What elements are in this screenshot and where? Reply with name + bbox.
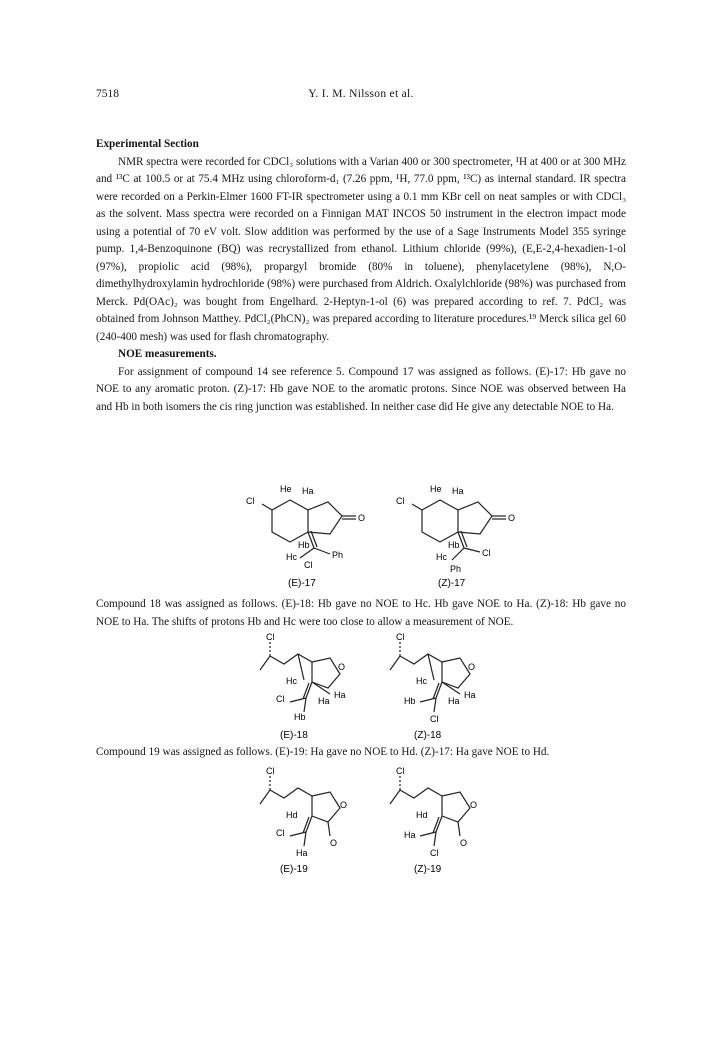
atom-ha: Ha	[452, 486, 464, 496]
atom-hb: Hb	[298, 540, 310, 550]
compound-18-paragraph	[96, 596, 626, 631]
atom-hb: Hb	[294, 712, 306, 722]
structure-z17	[412, 500, 506, 560]
figure-label-e18: (E)-18	[280, 730, 308, 741]
atom-he: He	[430, 484, 442, 494]
atom-o-ring: O	[470, 800, 478, 810]
atom-hb: Hb	[448, 540, 460, 550]
atom-cl: Cl	[276, 828, 285, 838]
atom-cl-sub: Cl	[304, 560, 313, 570]
atom-o: O	[468, 662, 476, 672]
atom-o-carbonyl: O	[330, 838, 338, 848]
atom-o: O	[358, 513, 366, 523]
atom-ha: Ha	[318, 696, 330, 706]
atom-hc: Hc	[286, 552, 297, 562]
figure-label-z19: (Z)-19	[414, 864, 442, 875]
figure-compound-19	[250, 766, 500, 876]
page-number: 7518	[96, 88, 119, 100]
atom-cl-top: Cl	[266, 766, 275, 776]
atom-ha: Ha	[464, 690, 476, 700]
atom-ha: Ha	[302, 486, 314, 496]
figure-compound-18	[250, 632, 500, 742]
atom-o: O	[338, 662, 346, 672]
paragraph-18: Compound 18 was assigned as follows. (E)-18: Hb gave no NOE to Hc. Hb gave NOE to Ha. (Z)-18: Hb gave no NOE to Ha. The shifts of protons Hb and Hc were too close to allow a measurement of NOE.	[96, 598, 626, 628]
atom-hd: Hd	[286, 810, 298, 820]
atom-cl-top: Cl	[266, 632, 275, 642]
section-title: Experimental Section	[96, 138, 199, 150]
structure-e19	[260, 776, 340, 846]
compound-19-paragraph	[96, 744, 626, 762]
atom-ph: Ph	[450, 564, 462, 574]
atom-hc: Hc	[436, 552, 447, 562]
atom-cl: Cl	[430, 848, 439, 858]
paragraph-19: Compound 19 was assigned as follows. (E)-19: Ha gave no NOE to Hd. (Z)-17: Ha gave NOE to Hd.	[96, 746, 550, 758]
atom-cl-sub: Cl	[482, 548, 491, 558]
atom-o: O	[508, 513, 516, 523]
figure-label-z17: (Z)-17	[438, 578, 466, 589]
atom-o-carbonyl: O	[460, 838, 468, 848]
atom-ph: Ph	[332, 550, 344, 560]
paragraph-methods: NMR spectra were recorded for CDCl₃ solutions with a Varian 400 or 300 spectrometer, ¹H at 400 or at 300 MHz and ¹³C at 100.5 or at 75.4 MHz using chloroform-d₁ (7.26 ppm, ¹H, 77.0 ppm, ¹³C) as internal standard. IR spectra were recorded on a Perkin-Elmer 1600 FT-IR spectrometer using a 0.1 mm KBr cell on neat samples or with CDCl₃ as the solvent. Mass spectra were recorded on a Finnigan MAT INCOS 50 instrument in the electron impact mode using a potential of 70 eV volt. Slow addition was performed by the use of a Sage Instruments Model 355 syringe pump. 1,4-Benzoquinone (BQ) was recrystallized from ethanol. Lithium chloride (99%), (E,E-2,4-hexadien-1-ol (97%), propiolic acid (98%), propargyl bromide (80% in toluene), phenylacetylene (98%), N,O-dimethylhydroxylamin hydrochloride (98%) were purchased from Aldrich. Oxalylchloride (98%) was purchased from Merck. Pd(OAc)₂ was bought from Engelhard. 2-Heptyn-1-ol (6) was prepared according to ref. 7. PdCl₂ was obtained from Johnson Matthey. PdCl₂(PhCN)₂ was prepared according to literature procedures.¹⁹ Merck silica gel 60 (240-400 mesh) was used for flash chromatography.	[96, 155, 626, 343]
atom-hb: Hb	[404, 696, 416, 706]
figure-compound-17	[240, 482, 520, 590]
structure-z19	[390, 776, 470, 846]
running-title: Y. I. M. Nilsson et al.	[308, 88, 414, 100]
atom-cl-top: Cl	[246, 496, 255, 506]
atom-he: He	[280, 484, 292, 494]
atom-cl-top: Cl	[396, 766, 405, 776]
atom-ha: Ha	[448, 696, 460, 706]
atom-hc: Hc	[416, 676, 427, 686]
atom-ha: Ha	[296, 848, 308, 858]
atom-o-ring: O	[340, 800, 348, 810]
atom-ha: Ha	[334, 690, 346, 700]
experimental-section	[96, 136, 626, 416]
figure-label-e19: (E)-19	[280, 864, 308, 875]
atom-hd: Hd	[416, 810, 428, 820]
atom-cl-top: Cl	[396, 632, 405, 642]
figure-label-e17: (E)-17	[288, 578, 316, 589]
atom-cl-top: Cl	[396, 496, 405, 506]
atom-hc: Hc	[286, 676, 297, 686]
atom-ha: Ha	[404, 830, 416, 840]
figure-label-z18: (Z)-18	[414, 730, 442, 741]
noe-heading: NOE measurements.	[118, 348, 217, 360]
atom-cl: Cl	[430, 714, 439, 724]
atom-cl: Cl	[276, 694, 285, 704]
paragraph-noe: For assignment of compound 14 see reference 5. Compound 17 was assigned as follows. (E)-17: Hb gave no NOE to any aromatic proton. (Z)-17: Hb gave NOE to the aromatic protons. Since NOE was observed between Ha and Hb in both isomers the cis ring junction was established. In neither case did He give any detectable NOE to Ha.	[96, 365, 626, 413]
